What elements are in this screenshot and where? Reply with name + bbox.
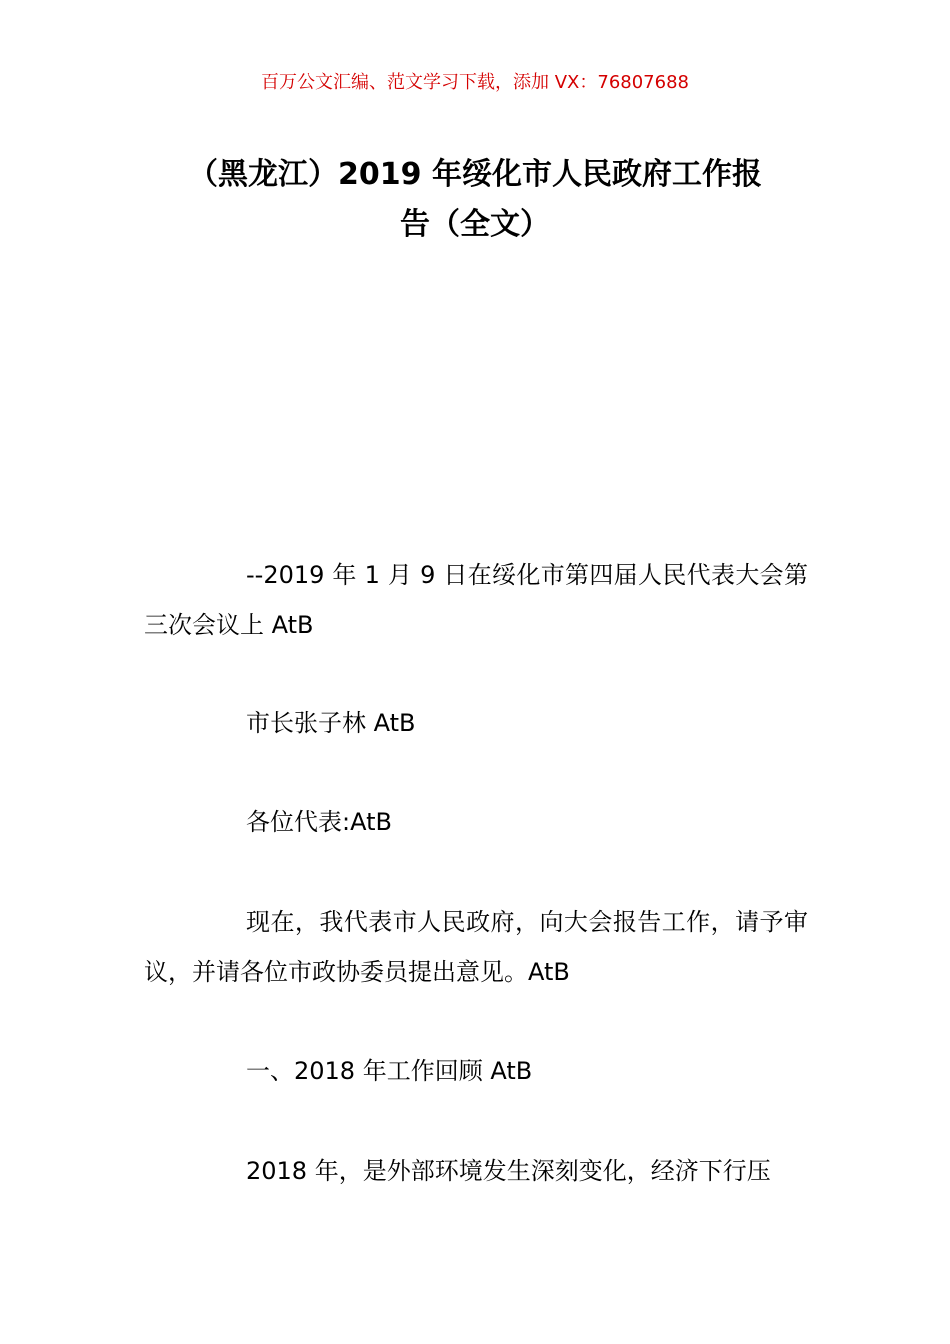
paragraph-2018-overview bbox=[144, 1146, 808, 1196]
header-note: 百万公文汇编、范文学习下载，添加 VX：76807688 bbox=[261, 72, 689, 93]
title-line-2: 告（全文） bbox=[400, 207, 550, 242]
title-line-1: （黑龙江）2019 年绥化市人民政府工作报 bbox=[188, 157, 762, 192]
paragraph-greeting bbox=[144, 797, 808, 847]
paragraph-text: 一、2018 年工作回顾 AtB bbox=[246, 1057, 533, 1085]
paragraph-text: 2018 年，是外部环境发生深刻变化，经济下行压 bbox=[246, 1157, 771, 1185]
paragraph-text: 现在，我代表市人民政府，向大会报告工作，请予审议，并请各位市政协委员提出意见。AtB bbox=[144, 908, 808, 986]
paragraph-date-venue bbox=[144, 550, 808, 650]
paragraph-intro bbox=[144, 897, 808, 997]
paragraph-text: 各位代表:AtB bbox=[246, 808, 392, 836]
paragraph-text: 市长张子林 AtB bbox=[246, 709, 416, 737]
paragraph-text: --2019 年 1 月 9 日在绥化市第四届人民代表大会第三次会议上 AtB bbox=[144, 561, 808, 639]
section-heading-review bbox=[144, 1046, 808, 1096]
paragraph-speaker bbox=[144, 698, 808, 748]
document-title bbox=[120, 150, 830, 250]
